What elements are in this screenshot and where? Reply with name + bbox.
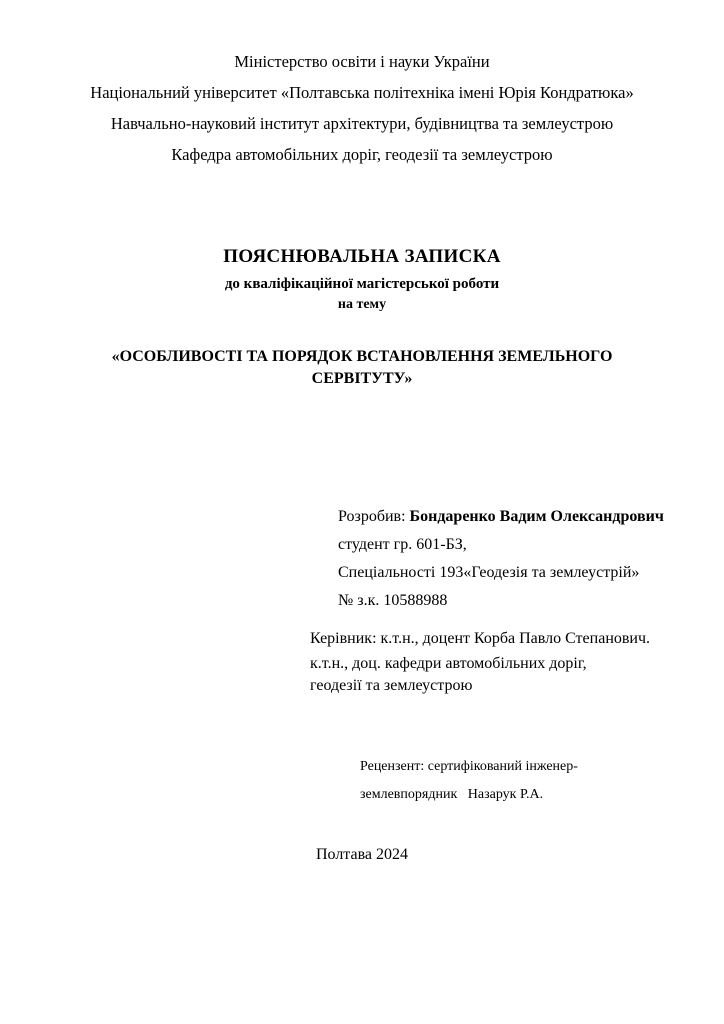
developer-line [338, 503, 664, 531]
developer-name: Бондаренко Вадим Олександрович [409, 508, 664, 525]
supervisor-department-line: геодезії та землеустрою [310, 677, 473, 694]
institute-line: Навчально-науковий інститут архітектури, будівництва та землеустрою [110, 114, 614, 133]
developer-record-number-line: № з.к. 10588988 [338, 592, 448, 609]
developer-label: Розробив: [338, 508, 410, 525]
document-subtitle: до кваліфікаційної магістерської роботи [224, 276, 500, 292]
developer-block [338, 503, 664, 615]
city-year-line: Полтава 2024 [315, 846, 409, 863]
developer-group-line: студент гр. 601-БЗ, [338, 536, 467, 553]
supervisor-position-line: к.т.н., доц. кафедри автомобільних доріг, [310, 655, 587, 672]
reviewer-line: Рецензент: сертифікований інженер- [360, 759, 578, 774]
reviewer-name-line: землевпорядник Назарук Р.А. [360, 787, 544, 802]
thesis-topic: «ОСОБЛИВОСТІ ТА ПОРЯДОК ВСТАНОВЛЕННЯ ЗЕМЕЛЬНОГО СЕРВІТУТУ» [111, 348, 613, 387]
ministry-line: Міністерство освіти і науки України [234, 52, 490, 71]
supervisor-line: Керівник: к.т.н., доцент Корба Павло Степанович. [310, 630, 651, 647]
department-line: Кафедра автомобільних доріг, геодезії та землеустрою [171, 145, 553, 164]
developer-specialty-line: Спеціальності 193«Геодезія та землеустрій» [338, 564, 640, 581]
document-subtitle-topic-label: на тему [337, 297, 387, 312]
document-title: ПОЯСНЮВАЛЬНА ЗАПИСКА [223, 246, 501, 267]
university-header [0, 46, 724, 170]
university-line: Національний університет «Полтавська політехніка імені Юрія Кондратюка» [90, 83, 634, 102]
reviewer-block [360, 753, 578, 809]
supervisor-block [310, 625, 650, 697]
